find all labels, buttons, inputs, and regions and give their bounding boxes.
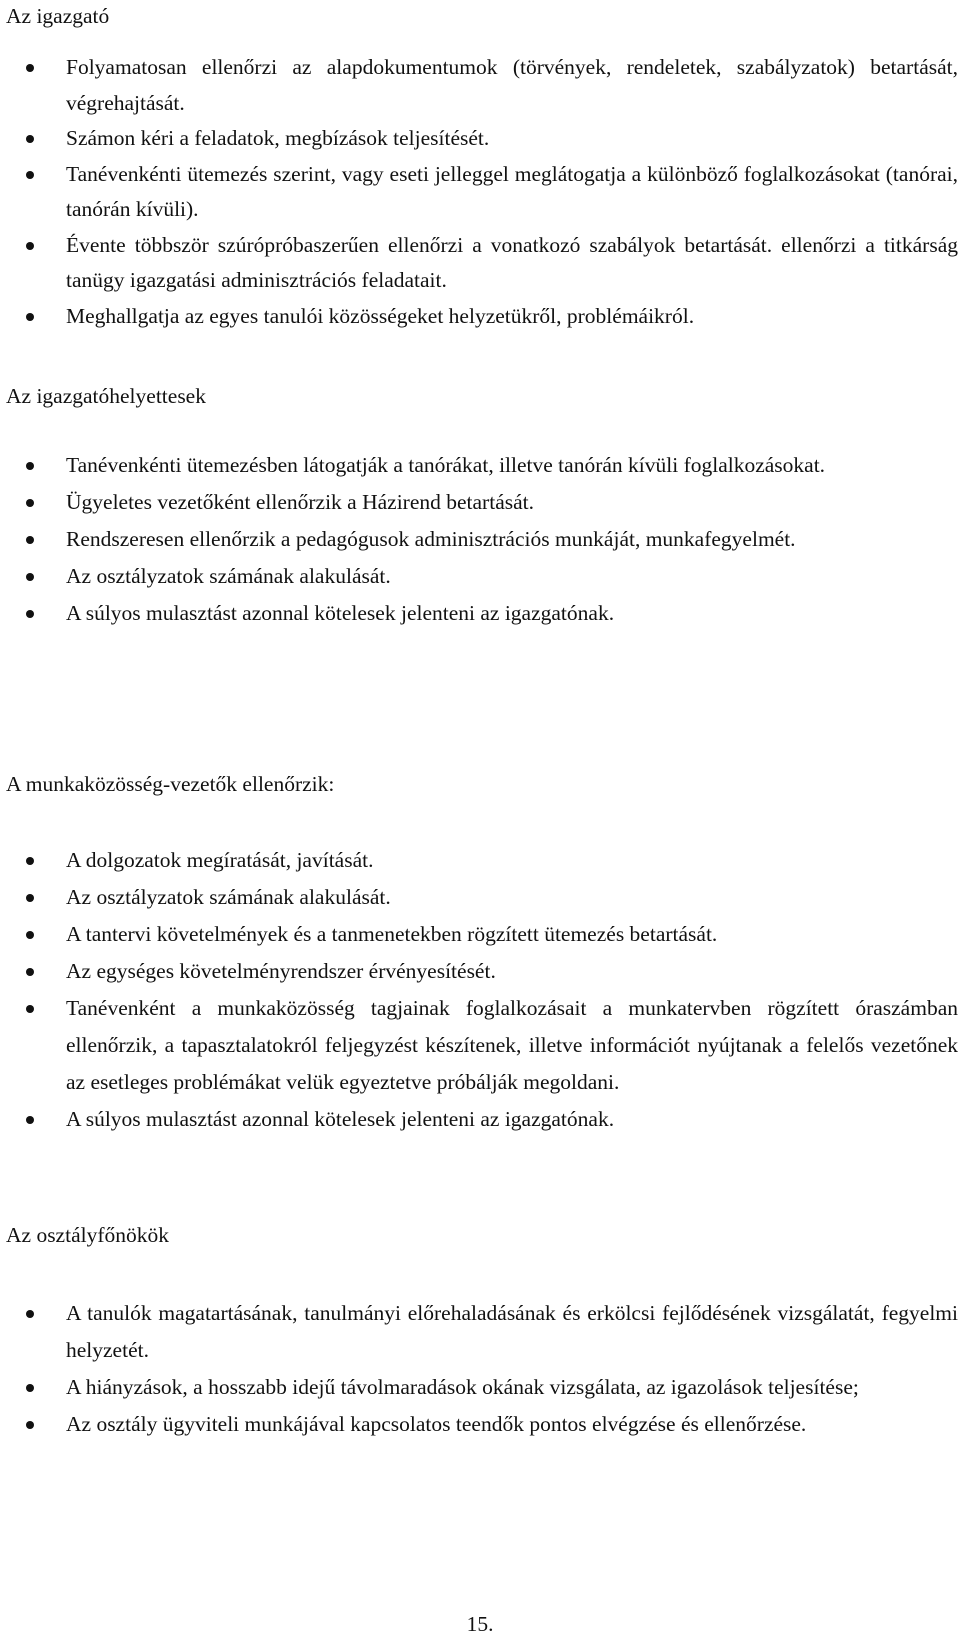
bullet-icon xyxy=(26,1310,34,1318)
bullet-icon xyxy=(26,313,34,321)
list-item xyxy=(0,916,958,953)
list-item xyxy=(0,299,958,335)
list-item-text: Az osztály ügyviteli munkájával kapcsolatos teendők pontos elvégzése és ellenőrzése. xyxy=(66,1412,807,1436)
list-item-text: Ügyeletes vezetőként ellenőrzik a Házirend betartását. xyxy=(66,490,534,514)
list-item xyxy=(0,1406,958,1443)
list-item-text: A súlyos mulasztást azonnal kötelesek jelenteni az igazgatónak. xyxy=(66,601,615,625)
bullet-icon xyxy=(26,968,34,976)
list-item xyxy=(0,1369,958,1406)
bullet-icon xyxy=(26,171,34,179)
bullet-icon xyxy=(26,857,34,865)
section-heading-munkakozosseg-vezetok: A munkaközösség-vezetők ellenőrzik: xyxy=(6,772,335,796)
list-item-text: Tanévenkénti ütemezésben látogatják a tanórákat, illetve tanórán kívüli foglalkozásokat. xyxy=(66,453,826,477)
list-item xyxy=(0,1295,958,1369)
page-number: 15. xyxy=(466,1612,494,1636)
bullet-icon xyxy=(26,536,34,544)
bullet-icon xyxy=(26,462,34,470)
list-item-text: Folyamatosan ellenőrzi az alapdokumentumok (törvények, rendeletek, szabályzatok) betartását, végrehajtását. xyxy=(66,55,958,115)
list-osztalyfonokok xyxy=(0,1295,958,1443)
bullet-icon xyxy=(26,894,34,902)
section-heading-osztalyfonokok: Az osztályfőnökök xyxy=(6,1223,170,1247)
list-item-text: Rendszeresen ellenőrzik a pedagógusok adminisztrációs munkáját, munkafegyelmét. xyxy=(66,527,796,551)
list-item-text: Az egységes követelményrendszer érvényesítését. xyxy=(66,959,496,983)
bullet-icon xyxy=(26,1116,34,1124)
list-item xyxy=(0,990,958,1101)
section-heading-igazgato: Az igazgató xyxy=(6,4,110,28)
bullet-icon xyxy=(26,1384,34,1392)
list-item xyxy=(0,521,958,558)
bullet-icon xyxy=(26,135,34,143)
list-item-text: Az osztályzatok számának alakulását. xyxy=(66,885,391,909)
list-item xyxy=(0,157,958,228)
list-item-text: A dolgozatok megíratását, javítását. xyxy=(66,848,374,872)
list-item xyxy=(0,447,958,484)
list-item xyxy=(0,50,958,121)
list-item xyxy=(0,953,958,990)
list-item xyxy=(0,842,958,879)
list-item-text: A tantervi követelmények és a tanmenetekben rögzített ütemezés betartását. xyxy=(66,922,718,946)
list-item-text: Évente többször szúrópróbaszerűen ellenőrzi a vonatkozó szabályok betartását. ellenőrzi a titkárság tanügy igazgatási adminisztrációs feladatait. xyxy=(66,232,958,292)
bullet-icon xyxy=(26,610,34,618)
list-item xyxy=(0,1101,958,1138)
bullet-icon xyxy=(26,1421,34,1429)
list-item xyxy=(0,121,958,157)
list-munkakozosseg-vezetok xyxy=(0,842,958,1138)
list-item xyxy=(0,879,958,916)
list-item xyxy=(0,484,958,521)
list-item xyxy=(0,595,958,632)
list-item-text: Tanévenkénti ütemezés szerint, vagy eseti jelleggel meglátogatja a különböző foglalkozásokat (tanórai, tanórán kívüli). xyxy=(66,161,958,221)
list-item-text: Számon kéri a feladatok, megbízások teljesítését. xyxy=(66,126,490,150)
list-igazgatohelyettesek xyxy=(0,447,958,632)
list-item xyxy=(0,558,958,595)
bullet-icon xyxy=(26,499,34,507)
list-item-text: A súlyos mulasztást azonnal kötelesek jelenteni az igazgatónak. xyxy=(66,1107,615,1131)
list-item-text: Meghallgatja az egyes tanulói közösségeket helyzetükről, problémáikról. xyxy=(66,303,695,328)
list-item-text: Tanévenként a munkaközösség tagjainak foglalkozásait a munkatervben rögzített óraszámban ellenőrzik, a tapasztalatokról feljegyzést készítenek, illetve információt nyújtanak a felelős vezetőnek az esetleges problémákat velük egyeztetve próbálják megoldani. xyxy=(66,996,958,1094)
bullet-icon xyxy=(26,242,34,250)
list-item-text: A tanulók magatartásának, tanulmányi előrehaladásának és erkölcsi fejlődésének vizsgálatát, fegyelmi helyzetét. xyxy=(66,1301,958,1362)
section-heading-igazgatohelyettesek: Az igazgatóhelyettesek xyxy=(6,384,206,408)
list-item xyxy=(0,228,958,299)
bullet-icon xyxy=(26,64,34,72)
bullet-icon xyxy=(26,573,34,581)
list-item-text: Az osztályzatok számának alakulását. xyxy=(66,564,391,588)
bullet-icon xyxy=(26,1005,34,1013)
bullet-icon xyxy=(26,931,34,939)
list-igazgato xyxy=(0,50,958,334)
list-item-text: A hiányzások, a hosszabb idejű távolmaradások okának vizsgálata, az igazolások teljesítése; xyxy=(66,1375,859,1399)
